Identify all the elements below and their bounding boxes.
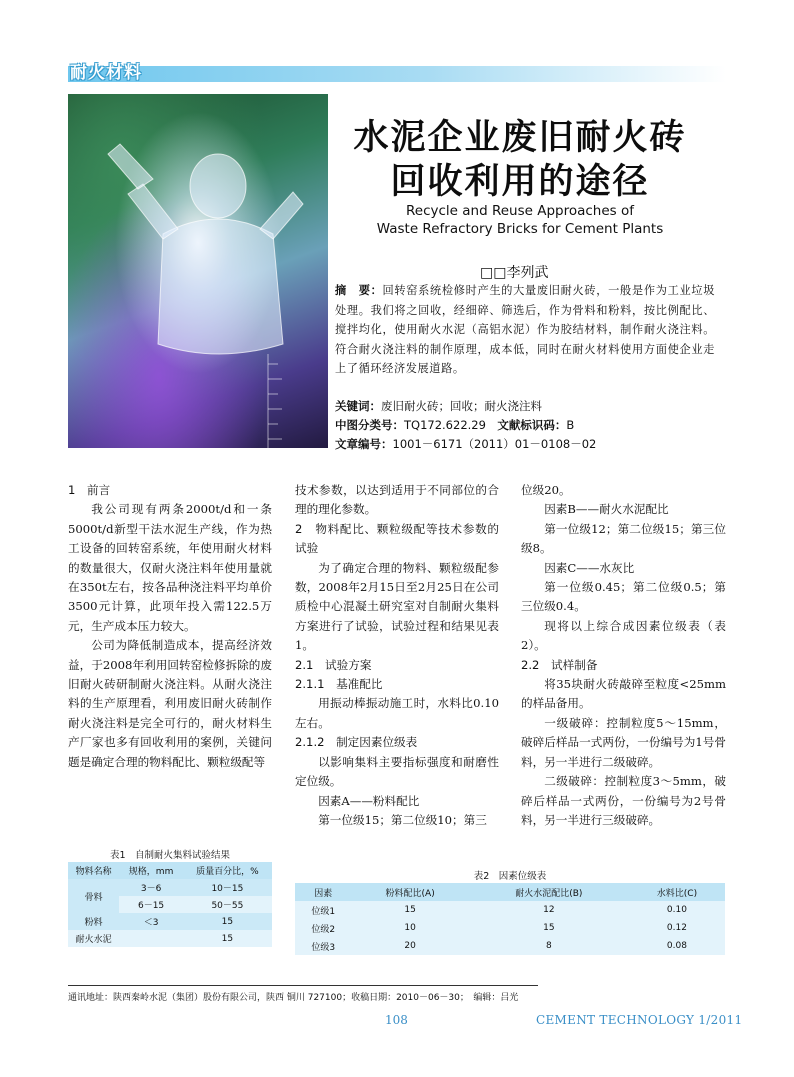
paragraph: 我公司现有两条2000t/d和一条5000t/d新型干法水泥生产线，作为热工设备的回转窑系统，年使用耐火材料的数量很大，仅耐火浇注料年使用量就在350t左右，按各品种浇注料平均单价3500元计算，此项年投入需122.5万元，生产成本压力较大。 bbox=[68, 502, 272, 633]
paragraph: 现将以上综合成因素位级表（表2）。 bbox=[521, 618, 726, 653]
abstract-label: 摘 要： bbox=[335, 284, 383, 297]
table2-cell: 位级1 bbox=[295, 901, 352, 919]
table1-header: 物料名称 bbox=[68, 862, 119, 879]
table1-header: 规格，mm bbox=[119, 862, 182, 879]
section-heading: 1 前言 bbox=[68, 483, 111, 497]
table1-cell: 10－15 bbox=[183, 879, 272, 896]
article-no-value: 1001－6171（2011）01－0108－02 bbox=[392, 437, 597, 451]
table2-header: 耐火水泥配比(B) bbox=[469, 883, 629, 901]
title-en-line2: Waste Refractory Bricks for Cement Plants bbox=[376, 221, 664, 237]
table2-cell: 15 bbox=[352, 901, 469, 919]
section-tag: 耐火材料 bbox=[70, 63, 142, 83]
table2-cell: 位级3 bbox=[295, 937, 352, 955]
paragraph: 因素C——水灰比 bbox=[544, 560, 635, 575]
table2-cell: 15 bbox=[469, 919, 629, 937]
article-no-label: 文章编号： bbox=[335, 437, 393, 451]
paragraph: 第一位级15；第二位级10；第三 bbox=[318, 812, 487, 827]
table1-cell: 50－55 bbox=[183, 896, 272, 913]
table2-cell: 10 bbox=[352, 919, 469, 937]
keywords-label: 关键词： bbox=[335, 399, 381, 413]
section-heading: 2.2 试样制备 bbox=[521, 657, 598, 672]
paragraph: 用振动棒振动施工时，水料比0.10左右。 bbox=[295, 696, 499, 730]
worker-silhouette-image bbox=[68, 94, 328, 448]
classification bbox=[335, 417, 574, 433]
clc-value: TQ172.622.29 bbox=[404, 418, 486, 432]
table1-cell bbox=[119, 930, 182, 947]
table2-cell: 12 bbox=[469, 901, 629, 919]
body-column-2 bbox=[295, 481, 499, 830]
paragraph: 因素B——耐火水泥配比 bbox=[544, 502, 669, 517]
section-heading: 2.1.1 基准配比 bbox=[295, 677, 383, 692]
abstract bbox=[335, 281, 715, 379]
table1-cell: 耐火水泥 bbox=[68, 930, 119, 947]
doc-code-value: B bbox=[566, 418, 575, 432]
title-en-line1: Recycle and Reuse Approaches of bbox=[406, 203, 634, 219]
table1-cell: 粉料 bbox=[68, 913, 119, 930]
section-banner bbox=[68, 66, 726, 82]
body-column-3 bbox=[521, 481, 726, 830]
clc-label: 中图分类号： bbox=[335, 418, 404, 432]
table2-cell: 0.10 bbox=[629, 901, 725, 919]
title-cn-line1: 水泥企业废旧耐火砖 bbox=[353, 118, 687, 158]
table1-cell: 6－15 bbox=[119, 896, 182, 913]
body-column-1 bbox=[68, 481, 272, 772]
table2-cell: 0.08 bbox=[629, 937, 725, 955]
table2-cell: 位级2 bbox=[295, 919, 352, 937]
paragraph: 技术参数，以达到适用于不同部位的合理的理化参数。 bbox=[295, 483, 499, 517]
paragraph: 二级破碎：控制粒度3～5mm，破碎后样品一式两份，一份编号为2号骨料，另一半进行三级破碎。 bbox=[521, 774, 726, 827]
table1-cell: 15 bbox=[183, 913, 272, 930]
table1-header: 质量百分比，% bbox=[183, 862, 272, 879]
section-heading: 2 物料配比、颗粒级配等技术参数的试验 bbox=[295, 521, 499, 556]
paragraph: 为了确定合理的物料、颗粒级配参数，2008年2月15日至2月25日在公司质检中心混凝土研究室对自制耐火集料方案进行了试验，试验过程和结果见表1。 bbox=[295, 560, 499, 653]
table2-cell: 8 bbox=[469, 937, 629, 955]
section-heading: 2.1.2 制定因素位级表 bbox=[295, 735, 418, 750]
keywords bbox=[335, 398, 542, 414]
paragraph: 一级破碎：控制粒度5～15mm，破碎后样品一式两份，一份编号为1号骨料，另一半进行二级破碎。 bbox=[521, 715, 726, 769]
article-number bbox=[335, 436, 596, 452]
table2-cell: 20 bbox=[352, 937, 469, 955]
paragraph: 公司为降低制造成本，提高经济效益，于2008年利用回转窑检修拆除的废旧耐火砖研制耐火浇注料。从耐火浇注料的生产原理看，利用废旧耐火砖制作耐火浇注料是完全可行的，耐火材料生产厂家也多有回收利用的案例，关键问题是确定合理的物料配比、颗粒级配等 bbox=[68, 638, 272, 769]
table2-cell: 0.12 bbox=[629, 919, 725, 937]
doc-code-label: 文献标识码： bbox=[497, 418, 567, 432]
title-cn-line2: 回收利用的途径 bbox=[390, 162, 650, 202]
page-number: 108 bbox=[385, 1013, 408, 1027]
table1-cell: ＜3 bbox=[119, 913, 182, 930]
paragraph: 第一位级0.45；第二位级0.5；第三位级0.4。 bbox=[521, 580, 726, 614]
footnote-divider bbox=[68, 985, 538, 986]
paragraph: 将35块耐火砖敲碎至粒度<25mm的样品备用。 bbox=[521, 677, 726, 711]
hero-image bbox=[68, 94, 328, 448]
paragraph: 以影响集料主要指标强度和耐磨性定位级。 bbox=[295, 754, 499, 789]
footnote: 通讯地址：陕西秦岭水泥（集团）股份有限公司，陕西 铜川 727100；收稿日期：2010－06－30； 编辑：吕光 bbox=[68, 993, 519, 1003]
table2-header: 水料比(C) bbox=[629, 883, 725, 901]
table2 bbox=[295, 883, 725, 955]
paragraph: 位级20。 bbox=[521, 483, 571, 497]
table1-caption: 表1 自制耐火集料试验结果 bbox=[109, 850, 231, 861]
journal-name: CEMENT TECHNOLOGY 1/2011 bbox=[536, 1013, 743, 1027]
paragraph: 第一位级12；第二位级15；第三位级8。 bbox=[521, 521, 726, 556]
table1-cell: 15 bbox=[183, 930, 272, 947]
abstract-text: 回转窑系统检修时产生的大量废旧耐火砖，一般是作为工业垃圾处理。我们将之回收，经细碎、筛选后，作为骨料和粉料，按比例配比、搅拌均化，使用耐火水泥（高铝水泥）作为胶结材料，制作耐火浇注料。符合耐火浇注料的制作原理，成本低，同时在耐火材料使用方面使企业走上了循环经济发展道路。 bbox=[335, 284, 715, 375]
paragraph: 因素A——粉料配比 bbox=[318, 793, 420, 808]
author: □□李列武 bbox=[480, 265, 549, 281]
table2-header: 粉料配比(A) bbox=[352, 883, 469, 901]
table1-cell: 3－6 bbox=[119, 879, 182, 896]
table2-caption: 表2 因素位级表 bbox=[473, 871, 547, 882]
table1-cell: 骨料 bbox=[68, 879, 119, 913]
table1 bbox=[68, 862, 272, 947]
section-heading: 2.1 试验方案 bbox=[295, 657, 372, 672]
table2-header: 因素 bbox=[295, 883, 352, 901]
keywords-text: 废旧耐火砖；回收；耐火浇注料 bbox=[381, 399, 542, 413]
